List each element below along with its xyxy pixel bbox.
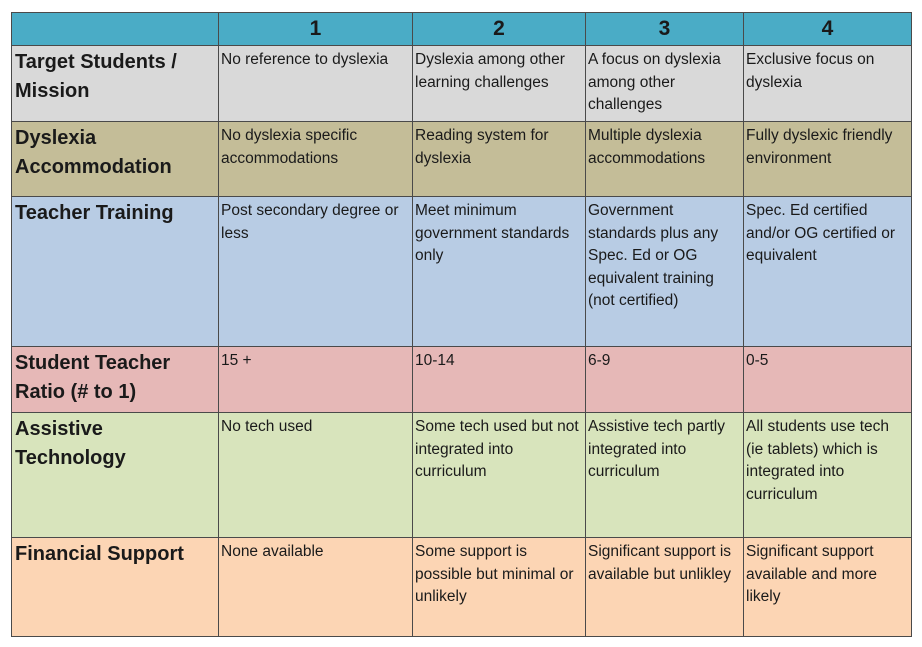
table-cell: No dyslexia specific accommodations [219,122,413,197]
table-cell: Assistive tech partly integrated into curriculum [586,413,744,538]
table-cell: Significant support available and more likely [744,538,912,637]
table-cell: Dyslexia among other learning challenges [413,46,586,122]
table-cell: None available [219,538,413,637]
table-cell: Significant support is available but unlikley [586,538,744,637]
row-label: Financial Support [12,538,219,637]
table-cell: Government standards plus any Spec. Ed or OG equivalent training (not certified) [586,197,744,347]
table-cell: 6-9 [586,347,744,413]
row-label: Target Students / Mission [12,46,219,122]
table-row [12,413,912,538]
table-cell: Some tech used but not integrated into curriculum [413,413,586,538]
table-cell: Reading system for dyslexia [413,122,586,197]
row-label: Assistive Technology [12,413,219,538]
table-cell: Spec. Ed certified and/or OG certified or equivalent [744,197,912,347]
table-cell: Exclusive focus on dyslexia [744,46,912,122]
level-1-header: 1 [219,13,413,46]
table-cell: Meet minimum government standards only [413,197,586,347]
table-cell: 15 + [219,347,413,413]
table-cell: Multiple dyslexia accommodations [586,122,744,197]
table-cell: All students use tech (ie tablets) which is integrated into curriculum [744,413,912,538]
level-4-header: 4 [744,13,912,46]
header-corner-cell [12,13,219,46]
header-row [12,13,912,46]
table-cell: 0-5 [744,347,912,413]
table-row [12,347,912,413]
table-cell: A focus on dyslexia among other challenges [586,46,744,122]
table-cell: 10-14 [413,347,586,413]
table-cell: Some support is possible but minimal or unlikely [413,538,586,637]
table-row [12,538,912,637]
row-label: Teacher Training [12,197,219,347]
table-cell: No tech used [219,413,413,538]
rubric-table [11,12,912,637]
level-3-header: 3 [586,13,744,46]
row-label: Student Teacher Ratio (# to 1) [12,347,219,413]
row-label: Dyslexia Accommodation [12,122,219,197]
table-row [12,122,912,197]
table-row [12,46,912,122]
table-cell: No reference to dyslexia [219,46,413,122]
table-cell: Fully dyslexic friendly environment [744,122,912,197]
table-cell: Post secondary degree or less [219,197,413,347]
level-2-header: 2 [413,13,586,46]
table-row [12,197,912,347]
